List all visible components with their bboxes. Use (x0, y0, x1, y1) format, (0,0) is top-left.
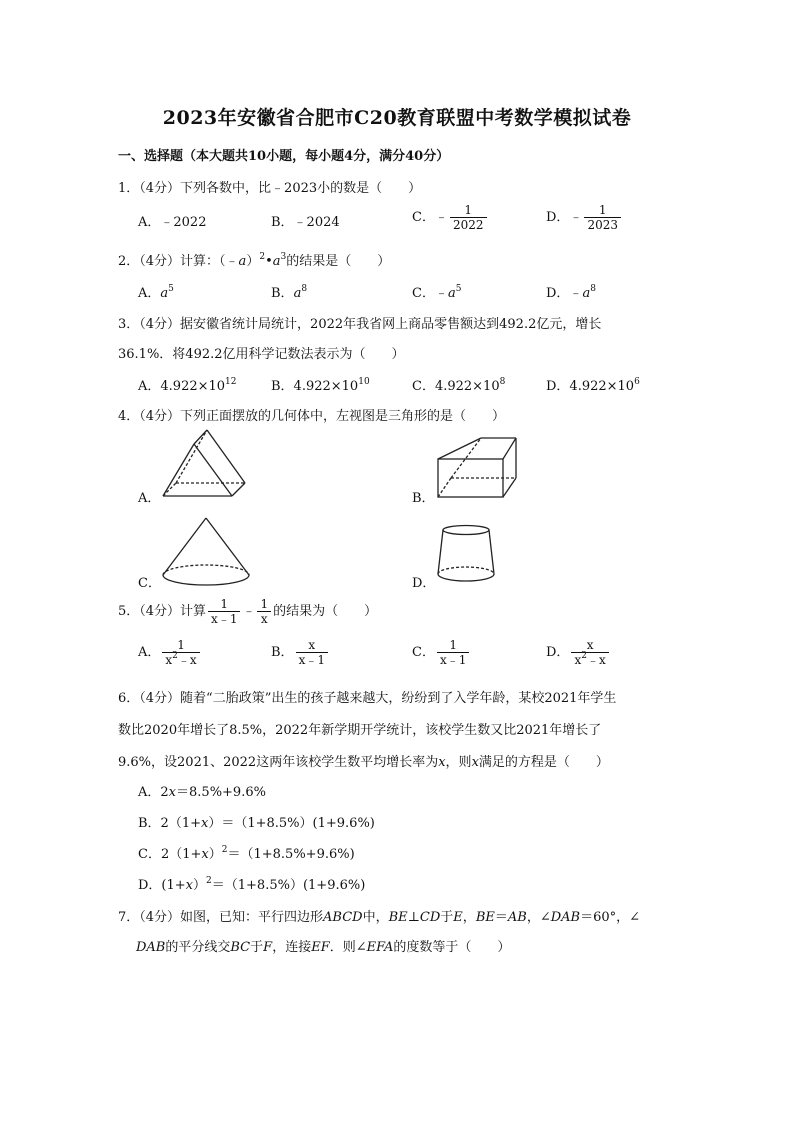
q2-option-b: B．$a^8$ (271, 284, 308, 301)
page-title: 2023年安徽省合肥市C20教育联盟中考数学模拟试卷 (162, 107, 632, 129)
q5-option-c: C． $\frac{1}{x﹣1}$ (412, 638, 471, 667)
q6-option-c: C．$2(1+x)^2=(1+8.5\%+9.6\%)$ (138, 845, 355, 862)
q2-option-a: A．$a^5$ (138, 284, 174, 301)
question-7-line1: 7．（4分）如图，已知：平行四边形ABCD中，BE⊥CD于E，BE＝AB，∠DAB＝60°，∠ (118, 910, 641, 925)
q3-option-b: B．$4.922\times 10^{10}$ (271, 377, 370, 394)
triangular-prism-figure (160, 428, 250, 500)
cuboid-figure (436, 436, 520, 500)
q1-option-b: B．﹣2024 (271, 215, 340, 230)
q3-option-c: C．$4.922\times 10^8$ (412, 377, 506, 394)
q6-option-a: A．2x＝8.5%+9.6% (138, 785, 266, 800)
q1-option-d: D．﹣ $\frac{1}{2023}$ (546, 203, 623, 232)
section-heading: 一、选择题（本大题共10小题，每小题4分，满分40分） (118, 149, 450, 164)
q6-option-b: B．2（1+x）＝（1+8.5%）(1+9.6%) (138, 816, 375, 831)
question-5-stem: 5．（4分）计算 $\frac{1}{x﹣1}$ ﹣ $\frac{1}{x}$ 的结果为（ ） (118, 597, 378, 626)
q2-option-d: D．$﹣a^8$ (546, 284, 596, 301)
q4-option-d-label: D． (412, 576, 436, 591)
question-6-line3: 9.6%，设2021、2022这两年该校学生数平均增长率为x，则x满足的方程是（ ） (118, 755, 609, 770)
q5-option-a: A． $\frac{1}{x^2﹣x}$ (138, 638, 202, 667)
q1-option-c: C．﹣ $\frac{1}{2022}$ (412, 203, 489, 232)
question-7-line2: DAB的平分线交BC于F，连接EF．则∠EFA的度数等于（ ） (136, 940, 511, 955)
q3-option-a: A．$4.922\times 10^{12}$ (138, 377, 237, 394)
q5-option-b: B． $\frac{x}{x﹣1}$ (271, 638, 330, 667)
q6-option-d: D．(1+x）$^2$＝（1+8.5%）(1+9.6%) (138, 876, 366, 893)
q5-option-d: D． $\frac{x}{x^2﹣x}$ (546, 638, 611, 667)
q1-option-a: A．﹣2022 (138, 215, 207, 230)
question-2-stem: 2．（4分）计算：$(﹣a)^2•a^3$的结果是（ ） (118, 252, 391, 269)
question-3-line1: 3．（4分）据安徽省统计局统计，2022年我省网上商品零售额达到492.2亿元，增长 (118, 317, 602, 332)
cone-figure (160, 516, 252, 588)
q3-option-d: D．$4.922\times 10^6$ (546, 377, 640, 394)
question-4-stem: 4．（4分）下列正面摆放的几何体中，左视图是三角形的是（ ） (118, 409, 506, 424)
question-3-line2: 36.1%．将492.2亿用科学记数法表示为（ ） (118, 347, 405, 362)
q2-option-c: C．$﹣a^5$ (412, 284, 462, 301)
question-6-line1: 6．（4分）随着“二胎政策”出生的孩子越来越大，纷纷到了入学年龄，某校2021年学生 (118, 691, 617, 706)
q4-option-c-label: C． (138, 576, 161, 591)
question-1-stem: 1．（4分）下列各数中，比﹣2023小的数是（ ） (118, 181, 422, 196)
q4-option-b-label: B． (412, 491, 435, 506)
question-6-line2: 数比2020年增长了8.5%，2022年新学期开学统计，该校学生数又比2021年增长了 (118, 723, 602, 738)
q4-option-a-label: A． (138, 491, 161, 506)
frustum-figure (436, 524, 496, 586)
